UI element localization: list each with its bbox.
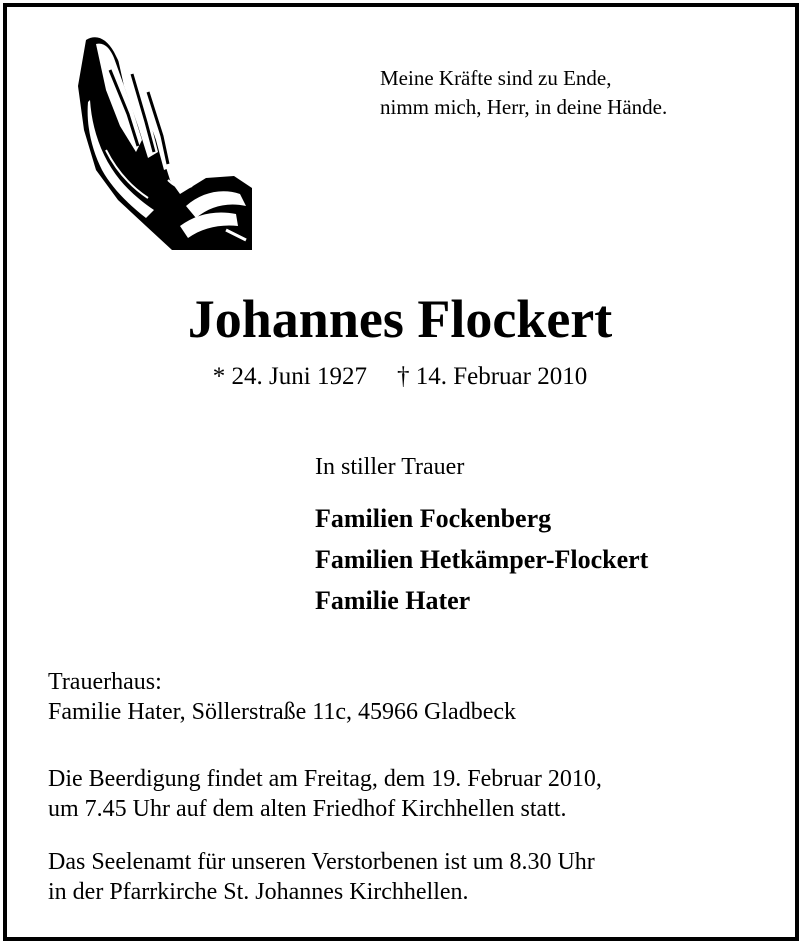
mourning-house-address: Familie Hater, Söllerstraße 11c, 45966 Gladbeck bbox=[48, 699, 517, 725]
verse-line-2: nimm mich, Herr, in deine Hände. bbox=[380, 95, 668, 119]
death-date: † 14. Februar 2010 bbox=[396, 363, 588, 390]
funeral-line-1: Die Beerdigung findet am Freitag, dem 19. Februar 2010, bbox=[48, 766, 602, 792]
deceased-name: Johannes Flockert bbox=[187, 289, 613, 349]
family-name: Familien Hetkämper-Flockert bbox=[315, 545, 649, 574]
family-name: Familie Hater bbox=[315, 586, 471, 615]
mass-line-1: Das Seelenamt für unseren Verstorbenen ist um 8.30 Uhr bbox=[48, 849, 595, 875]
verse-line-1: Meine Kräfte sind zu Ende, bbox=[380, 66, 612, 90]
verse bbox=[380, 64, 667, 122]
mourning-families bbox=[315, 498, 648, 621]
family-name: Familien Fockenberg bbox=[315, 504, 552, 533]
birth-date: * 24. Juni 1927 bbox=[212, 363, 367, 390]
funeral-line-2: um 7.45 Uhr auf dem alten Friedhof Kirchhellen statt. bbox=[48, 796, 567, 822]
mass-line-2: in der Pfarrkirche St. Johannes Kirchhellen. bbox=[48, 879, 469, 905]
requiem-mass-info bbox=[48, 847, 595, 907]
funeral-info bbox=[48, 764, 602, 824]
praying-hands-icon bbox=[76, 30, 252, 250]
life-dates bbox=[0, 362, 800, 392]
mourning-house-label: Trauerhaus: bbox=[48, 669, 162, 695]
mourning-intro: In stiller Trauer bbox=[315, 454, 465, 480]
mourning-house bbox=[48, 667, 516, 727]
